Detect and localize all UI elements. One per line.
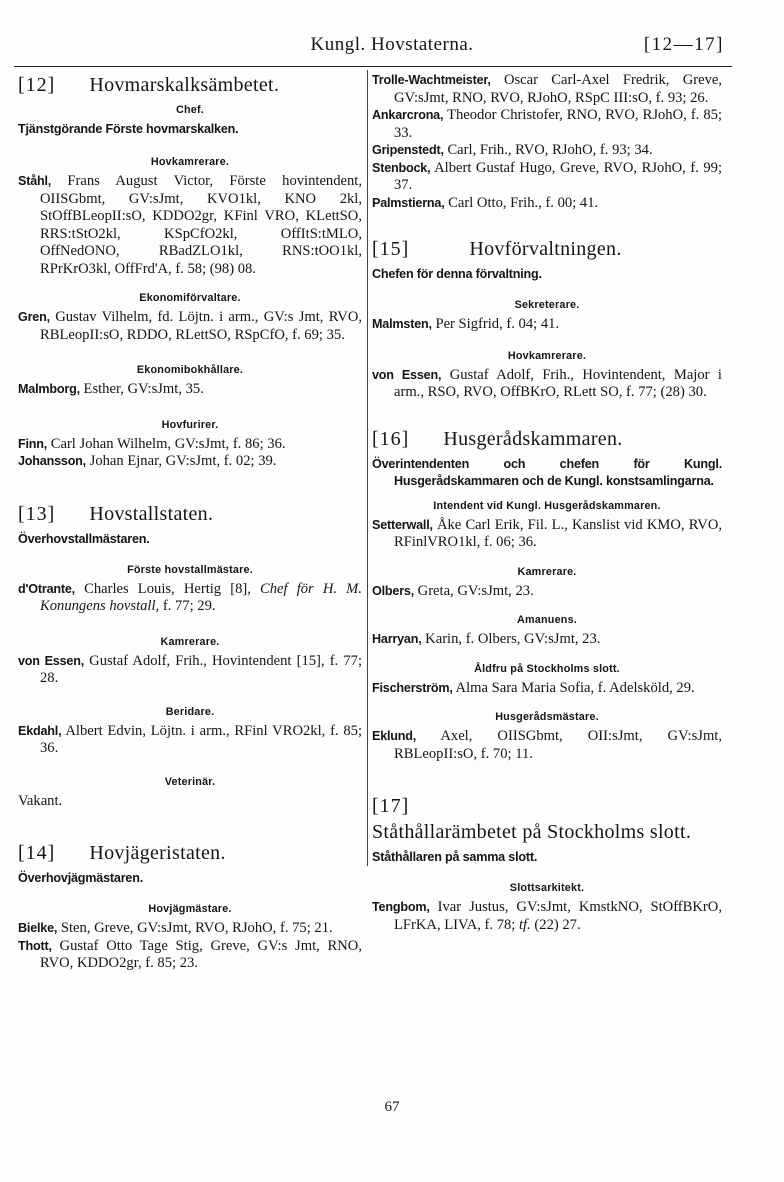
role-heading: Hovjägmästare. [148,903,232,915]
entry-text: Gustav Vilhelm, fd. Löjtn. i arm., GV:s Jmt, RVO, RBLeopII:sO, RDDO, RLettSO, RSpCfO, f. 69; 35. [40,309,363,343]
entry-thott [18,938,362,973]
entry-stenbock [372,160,722,195]
entry-fischerstrom [372,680,722,698]
entry-title-italic: tf. [519,916,531,933]
entry-name: Setterwall, [372,517,433,532]
section-title: Husgerådskammaren. [443,427,623,450]
role-heading: Beridare. [165,705,215,718]
entry-text: Albert Gustaf Hugo, Greve, RVO, RJohO, f. 99; 37. [394,159,723,193]
entry-setterwall [372,517,722,552]
entry-text: Carl, Frih., RVO, RJohO, f. 93; 34. [447,142,653,158]
entry-name: Eklund, [372,729,417,743]
entry-name: Johansson, [18,454,86,468]
entry-malmsten [372,316,722,334]
entry-name: Palmstierna, [372,195,445,210]
entry-trolle-wachtmeister [372,72,722,107]
chef-line: Överhovstallmästaren. [18,531,150,546]
entry-name: Bielke, [18,921,58,935]
role-heading: Amanuens. [517,614,577,626]
section-16-heading [372,426,722,452]
entry-eklund [372,728,722,763]
section-number: [13] [18,502,56,525]
entry-palmstierna [372,195,722,213]
left-column [18,72,362,973]
role-heading: Ekonomiförvaltare. [139,292,241,304]
section-title: Hovförvaltningen. [469,238,622,260]
right-column [372,72,722,934]
entry-text: Carl Otto, Frih., f. 00; 41. [448,194,599,211]
role-heading: Veterinär. [164,775,216,788]
entry-text: f. 77; 29. [162,598,216,614]
entry-name: Harryan, [372,632,422,646]
entry-name: Gripenstedt, [372,143,444,157]
section-number: [12] [18,74,56,96]
entry-text: Karin, f. Olbers, GV:sJmt, 23. [425,631,601,647]
section-number: [14] [18,842,56,864]
entry-name: d'Otrante, [18,581,75,596]
entry-bielke [18,920,362,938]
entry-text: (22) 27. [534,916,581,933]
chef-line: Överintendenten och chefen för Kungl. Husgerådskammaren och de Kungl. konstsamlingarna. [372,456,722,488]
entry-vonessen-hovforvaltning [372,367,722,402]
entry-gren [18,309,362,344]
entry-vonessen [18,653,362,688]
section-12-heading [18,72,362,98]
entry-name: Malmsten, [372,317,432,331]
entry-name: von Essen, [372,367,442,382]
chef-line: Tjänstgörande Förste hovmarskalken. [18,122,239,136]
entry-ankarcrona [372,107,722,142]
role-heading: Hovfurirer. [161,418,219,431]
column-divider [367,70,368,866]
entry-text: Theodor Christofer, RNO, RVO, RJohO, f. 85; 33. [394,107,722,141]
role-heading: Hovkamrerare. [150,156,230,168]
header-rule [14,66,732,67]
section-title: Hovjägeristaten. [89,842,226,864]
entry-vakant: Vakant. [18,792,63,809]
role-heading: Åldfru på Stockholms slott. [474,662,620,675]
section-13-heading [18,501,362,527]
entry-name: Fischerström, [372,680,453,695]
section-number: [15] [372,238,410,260]
entry-text: Carl Johan Wilhelm, GV:sJmt, f. 86; 36. [50,435,286,452]
page-number: 67 [384,1099,400,1115]
entry-text: Alma Sara Maria Sofia, f. Adelsköld, 29. [455,679,695,696]
entry-finn [18,436,362,454]
entry-name: Trolle-Wachtmeister, [372,73,491,87]
entry-name: Finn, [18,436,48,451]
entry-stahl [18,173,362,278]
entry-text: Sten, Greve, GV:sJmt, RVO, RJohO, f. 75; 21. [60,920,333,936]
entry-text: Ivar Justus, GV:sJmt, KmstkNO, StOffBKrO, LFrKA, LIVA, f. 78; [394,899,722,933]
section-range: [12—17] [643,34,724,55]
chef-line: Ståthållaren på samma slott. [372,850,538,864]
entry-text: Oscar Carl-Axel Fredrik, Greve, GV:sJmt, RNO, RVO, RJohO, RSpC III:sO, f. 93; 26. [394,72,722,106]
entry-name: Malmborg, [18,382,80,396]
entry-name: Olbers, [372,583,414,598]
entry-tengbom [372,899,722,934]
entry-name: Ekdahl, [18,723,62,738]
entry-text: Gustaf Otto Tage Stig, Greve, GV:s Jmt, RNO, RVO, KDDO2gr, f. 85; 23. [40,937,362,971]
section-title: Hovmarskalksämbetet. [89,74,280,96]
role-heading: Husgerådsmästare. [495,711,599,723]
section-number: [17] [372,795,410,817]
entry-name: Ankarcrona, [372,108,444,122]
role-heading: Kamrerare. [160,635,220,648]
chef-line: Överhovjägmästaren. [18,871,143,885]
entry-gripenstedt [372,142,722,160]
entry-text: Per Sigfrid, f. 04; 41. [435,316,560,332]
entry-malmborg [18,381,362,399]
entry-name: Gren, [18,310,50,324]
role-heading: Förste hovstallmästare. [127,563,253,576]
role-heading: Intendent vid Kungl. Husgerådskammaren. [433,499,661,512]
section-number: [16] [372,427,410,450]
section-title: Ståthållarämbetet på Stockholms slott. [372,821,692,843]
entry-text: Greta, GV:sJmt, 23. [417,582,534,599]
entry-dotrante [18,581,362,616]
section-15-heading [372,236,722,262]
entry-ekdahl [18,723,362,758]
entry-name: Ståhl, [18,174,52,188]
entry-text: Gustaf Adolf, Frih., Hovintendent, Major i arm., RSO, RVO, OffBKrO, RLett SO, f. 77; (28) 30. [394,366,722,400]
chef-line: Chefen för denna förvaltning. [372,267,542,281]
section-title: Hovstallstaten. [89,502,214,525]
entry-text: Axel, OIISGbmt, OII:sJmt, GV:sJmt, RBLeopII:sO, f. 70; 11. [394,728,723,762]
section-17-heading [372,793,722,845]
role-heading: Hovkamrerare. [507,349,587,362]
role-heading: Ekonomibokhållare. [136,364,244,376]
entry-olbers [372,583,722,601]
page-header [0,34,784,64]
entry-name: Tengbom, [372,900,430,914]
entry-name: von Essen, [18,653,84,668]
entry-text: Åke Carl Erik, Fil. L., Kanslist vid KMO, RVO, RFinlVRO1kl, f. 06; 36. [394,516,723,550]
role-heading: Kamrerare. [517,565,577,578]
section-14-heading [18,840,362,866]
role-heading: Chef. [176,104,204,116]
entry-text: Esther, GV:sJmt, 35. [83,381,204,397]
entry-name: Stenbock, [372,160,431,175]
entry-text: Frans August Victor, Förste hovintendent, OIISGbmt, GV:sJmt, KVO1kl, KNO 2kl, StOffBLeopII:sO, KDDO2gr, KFinl VRO, KLettSO, RRS:tStO2kl, KSpCfO2kl, OffItS:tMLO, OffNedONO, RBadZLO1kl, RNS:tOO1kl, RPrKrO3kl, OffFrd'A, f. 58; (98) 08. [40,173,363,277]
entry-text: Johan Ejnar, GV:sJmt, f. 02; 39. [89,453,277,469]
entry-text: Charles Louis, Hertig [8], [84,580,251,597]
role-heading: Slottsarkitekt. [509,882,585,894]
entry-name: Thott, [18,938,52,953]
entry-johansson [18,453,362,471]
entry-text: Albert Edvin, Löjtn. i arm., RFinl VRO2kl, f. 85; 36. [40,722,363,756]
entry-harryan [372,631,722,649]
entry-title-italic: Chef för H. M. Konungens hovstall, [40,580,362,614]
running-title: Kungl. Hovstaterna. [310,34,474,55]
role-heading: Sekreterare. [514,299,580,311]
entry-text: Gustaf Adolf, Frih., Hovintendent [15], f. 77; 28. [40,652,363,686]
